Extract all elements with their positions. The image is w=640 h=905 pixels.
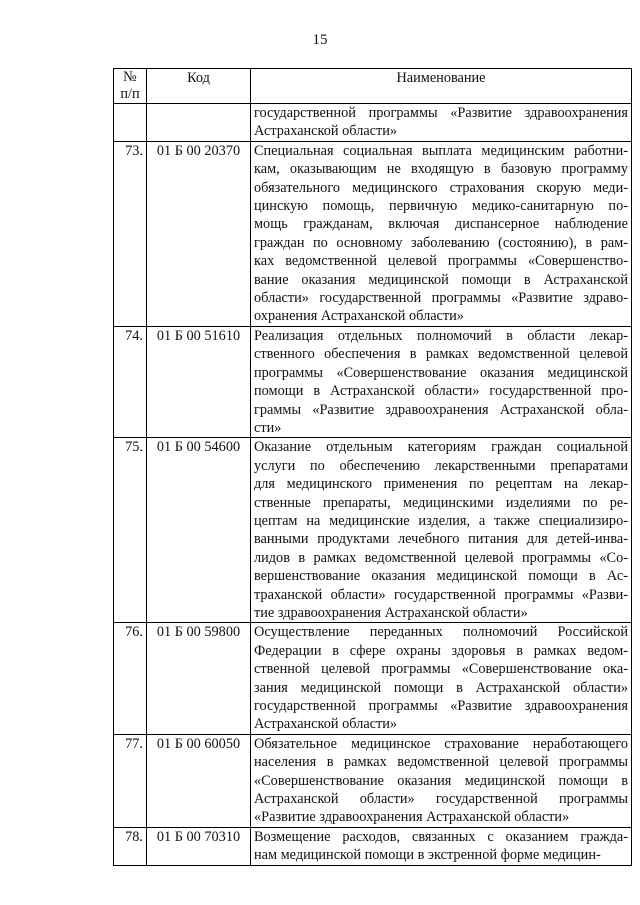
name-line: области» государственной программы «Развитие здраво- [254,290,628,307]
table-row [114,623,632,734]
row-number: 77. [114,734,147,827]
name-line: ственные препараты, медицинскими изделиями по ре- [254,494,628,511]
name-line: Оказание отдельным категориям граждан социальной [254,439,628,456]
table-row [114,827,632,865]
name-line: населения в рамках ведомственной целевой программы [254,754,628,771]
name-line: помощи в Астраханской области» государственной про- [254,383,628,400]
name-line: «Развитие здравоохранения Астраханской области» [254,809,570,826]
header-name: Наименование [251,69,632,104]
continuation-row [114,104,632,142]
name-line: государственной программы «Развитие здравоохранения [254,105,628,121]
table-header-row [114,69,632,104]
name-line: государственной программы «Развитие здравоохранения [254,698,628,714]
name-line: Обязательное медицинское страхование неработающего [254,735,628,752]
name-line: цинскую помощь, первичную медико-санитарную по- [254,198,628,215]
table-row [114,326,632,437]
row-number: 73. [114,141,147,326]
name-line: программы «Совершенствование оказания медицинской [254,364,628,381]
header-code: Код [147,69,251,104]
name-line: «Совершенствование оказания медицинской помощи в [254,772,628,789]
row-code: 01 Б 00 60050 [147,734,251,827]
name-line: нам медицинской помощи в экстренной форме медицин- [254,847,601,864]
name-line: граждан по основному заболеванию (состоянию), в рам- [254,234,628,251]
name-line: Возмещение расходов, связанных с оказанием гражда- [254,828,628,845]
name-line: Специальная социальная выплата медицинским работни- [254,142,628,159]
table-row [114,438,632,623]
name-line: ственной целевой программы «Совершенствование ока- [254,661,628,678]
row-code: 01 Б 00 20370 [147,141,251,326]
budget-classification-table [113,68,632,866]
row-name [251,623,632,734]
header-number-abbrev: п/п [120,86,140,102]
continuation-code-cell [147,104,251,142]
name-line: Осуществление переданных полномочий Российской [254,624,628,641]
name-line: охранения Астраханской области» [254,308,464,325]
name-line: Федерации в сфере охраны здоровья в рамках ведом- [254,642,628,659]
name-line: Реализация отдельных полномочий в области лекар- [254,327,628,344]
row-code: 01 Б 00 70310 [147,827,251,865]
name-line: сти» [254,419,282,436]
name-line: Астраханской области» [254,716,398,733]
name-line: для медицинского применения по рецептам на лекар- [254,476,628,493]
table-row [114,141,632,326]
row-name [251,734,632,827]
row-code: 01 Б 00 54600 [147,438,251,623]
name-line: Астраханской области» [254,123,398,140]
name-line: траханской области» государственной программы «Разви- [254,586,628,603]
row-code: 01 Б 00 59800 [147,623,251,734]
name-line: тие здравоохранения Астраханской области» [254,604,528,621]
name-line: граммы «Развитие здравоохранения Астраханской обла- [254,401,628,418]
page-number: 15 [312,32,328,48]
name-line: кам, оказывающим не входящую в базовую программу [254,161,628,178]
name-line: цептам на медицинские изделия, а также специализиро- [254,512,628,529]
row-number: 78. [114,827,147,865]
row-number: 76. [114,623,147,734]
name-line: ках ведомственной целевой программы «Совершенство- [254,253,628,270]
name-line: мощь гражданам, включая диспансерное наблюдение [254,216,628,233]
row-number: 74. [114,326,147,437]
name-line: вершенствование оказания медицинской помощи в Ас- [254,568,628,585]
name-line: лидов в рамках ведомственной целевой программы «Со- [254,549,628,566]
table-row [114,734,632,827]
name-line: услуги по обеспечению лекарственными препаратами [254,457,628,474]
header-number [114,69,147,104]
row-name [251,438,632,623]
row-code: 01 Б 00 51610 [147,326,251,437]
name-line: вание оказания медицинской помощи в Астраханской [254,271,628,288]
row-number: 75. [114,438,147,623]
name-line: ственного обеспечения в рамках ведомственной целевой [254,346,628,363]
continuation-name-cell [251,104,632,142]
name-line: зания медицинской помощи в Астраханской области» [254,679,628,696]
header-number-symbol: № [123,69,137,85]
row-name [251,326,632,437]
row-name [251,141,632,326]
continuation-number-cell [114,104,147,142]
name-line: ванными продуктами лечебного питания для детей-инва- [254,531,628,548]
row-name [251,827,632,865]
name-line: обязательного медицинского страхования скорую меди- [254,179,628,196]
name-line: Астраханской области» государственной программы [254,791,628,808]
